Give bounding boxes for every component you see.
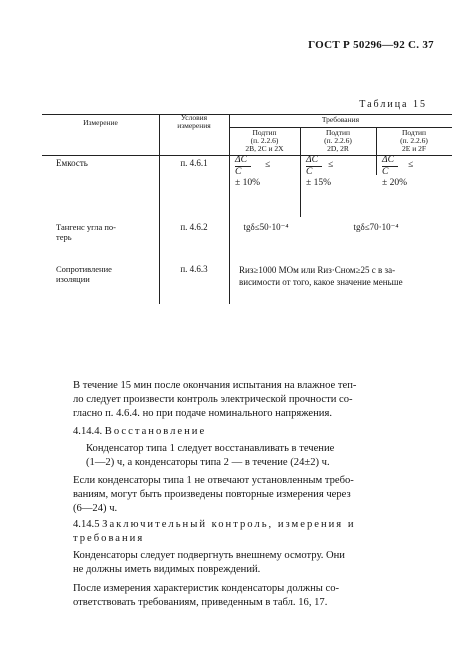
p3-line3: (6—24) ч. [73,503,118,514]
row-loss-tangent-name [56,222,116,242]
row-capacitance-name: Емкость [56,158,88,168]
p1-line1: В течение 15 мин после окончания испытания на влажное теп- [73,380,357,391]
requirements-table [42,114,452,304]
le-symbol: ≤ [328,160,334,170]
section-4-14-4-heading [73,425,453,439]
capacitance-req-1-value: ± 10% [235,178,261,188]
insulation-req-line1: Rиз≥1000 МОм или Rиз·Cном≥25 с в за- [239,265,396,275]
header-conditions-line1: Условия [180,113,208,122]
capacitance-req-3-value: ± 20% [382,178,408,188]
table-top-rule [42,114,452,115]
capacitance-req-2-value: ± 15% [306,178,332,188]
subtype-3-title: Подтип [401,128,427,137]
header-subtype-2 [300,129,376,153]
insulation-requirement [239,264,403,288]
c-denominator: C [306,167,313,177]
delta-c-numerator: ΔC [306,155,322,167]
header-subtype-3 [376,129,452,153]
row-insulation-name [56,264,112,284]
table-caption: Таблица 15 [359,99,427,110]
header-measurement: Измерение [83,118,118,127]
capacitance-req-1 [235,155,271,178]
p1-line2: ло следует произвести контроль электрической прочности со- [73,394,353,405]
header-subtype-1 [229,129,300,153]
c-denominator: C [235,167,242,177]
le-symbol: ≤ [408,160,414,170]
insulation-req-line2: висимости от того, какое значение меньше [239,277,403,287]
p3-line2: ваниям, могут быть произведены повторные измерения через [73,489,351,500]
section-title: Заключительный контроль, измерения и [102,519,356,530]
paragraph-electric-strength [73,379,453,421]
p5-line1: После измерения характеристик конденсаторы должны со- [73,583,340,594]
section-4-14-5-heading [73,518,453,546]
le-symbol: ≤ [265,160,271,170]
loss-tangent-line2: терь [56,232,72,242]
subtype-2-title: Подтип [325,128,351,137]
section-number: 4.14.4. [73,426,103,437]
subtype-3-ref: (п. 2.2.6) [400,136,428,145]
subtype-1-codes: 2В, 2С и 2Х [245,144,284,153]
insulation-line1: Сопротивление [56,264,112,274]
c-denominator: C [382,167,389,177]
paragraph-remeasurement [73,474,453,516]
delta-c-numerator: ΔC [235,155,251,167]
subtype-3-codes: 2Е и 2F [401,144,427,153]
header-requirements: Требования [321,115,360,124]
section-number: 4.14.5 [73,519,100,530]
subtype-1-title: Подтип [252,128,277,137]
row-insulation-condition: п. 4.6.3 [180,264,208,274]
delta-c-numerator: ΔC [382,155,398,167]
p3-line1: Если конденсаторы типа 1 не отвечают установленным требо- [73,475,354,486]
p1-line3: гласно п. 4.6.4. но при подаче номинального напряжения. [73,408,332,419]
p4-line1: Конденсаторы следует подвергнуть внешнему осмотру. Они [73,550,345,561]
insulation-line2: изоляции [56,274,90,284]
row-loss-tangent-condition: п. 4.6.2 [180,222,208,232]
row-capacitance-condition: п. 4.6.1 [180,158,208,168]
col-divider-1 [159,114,160,304]
s4145-line1 [73,518,453,532]
header-conditions-line2: измерения [177,121,211,130]
loss-tangent-req-2-3: tgδ≤70·10⁻⁴ [353,222,399,232]
subtype-2-ref: (п. 2.2.6) [324,136,352,145]
running-header: ГОСТ Р 50296—92 С. 37 [308,39,434,51]
paragraph-visual-inspection [73,549,453,577]
p4-line2: не должны иметь видимых повреждений. [73,564,261,575]
loss-tangent-req-1: tgδ≤50·10⁻⁴ [243,222,289,232]
p2-line2: (1—2) ч, а конденсаторы типа 2 — в течение (24±2) ч. [86,457,330,468]
section-title: Восстановление [104,426,207,437]
capacitance-req-3 [382,155,414,178]
paragraph-recovery [86,442,453,470]
p5-line2: ответствовать требованиям, приведенным в табл. 16, 17. [73,597,328,608]
p2-line1: Конденсатор типа 1 следует восстанавливать в течение [86,443,335,454]
paragraph-final-requirements [73,582,453,610]
s4145-line2: требования [73,533,145,544]
capacitance-req-2 [306,155,334,178]
header-conditions [159,114,229,130]
loss-tangent-line1: Тангенс угла по- [56,222,116,232]
subtype-2-codes: 2D, 2R [327,144,349,153]
subtype-1-ref: (п. 2.2.6) [250,136,279,145]
